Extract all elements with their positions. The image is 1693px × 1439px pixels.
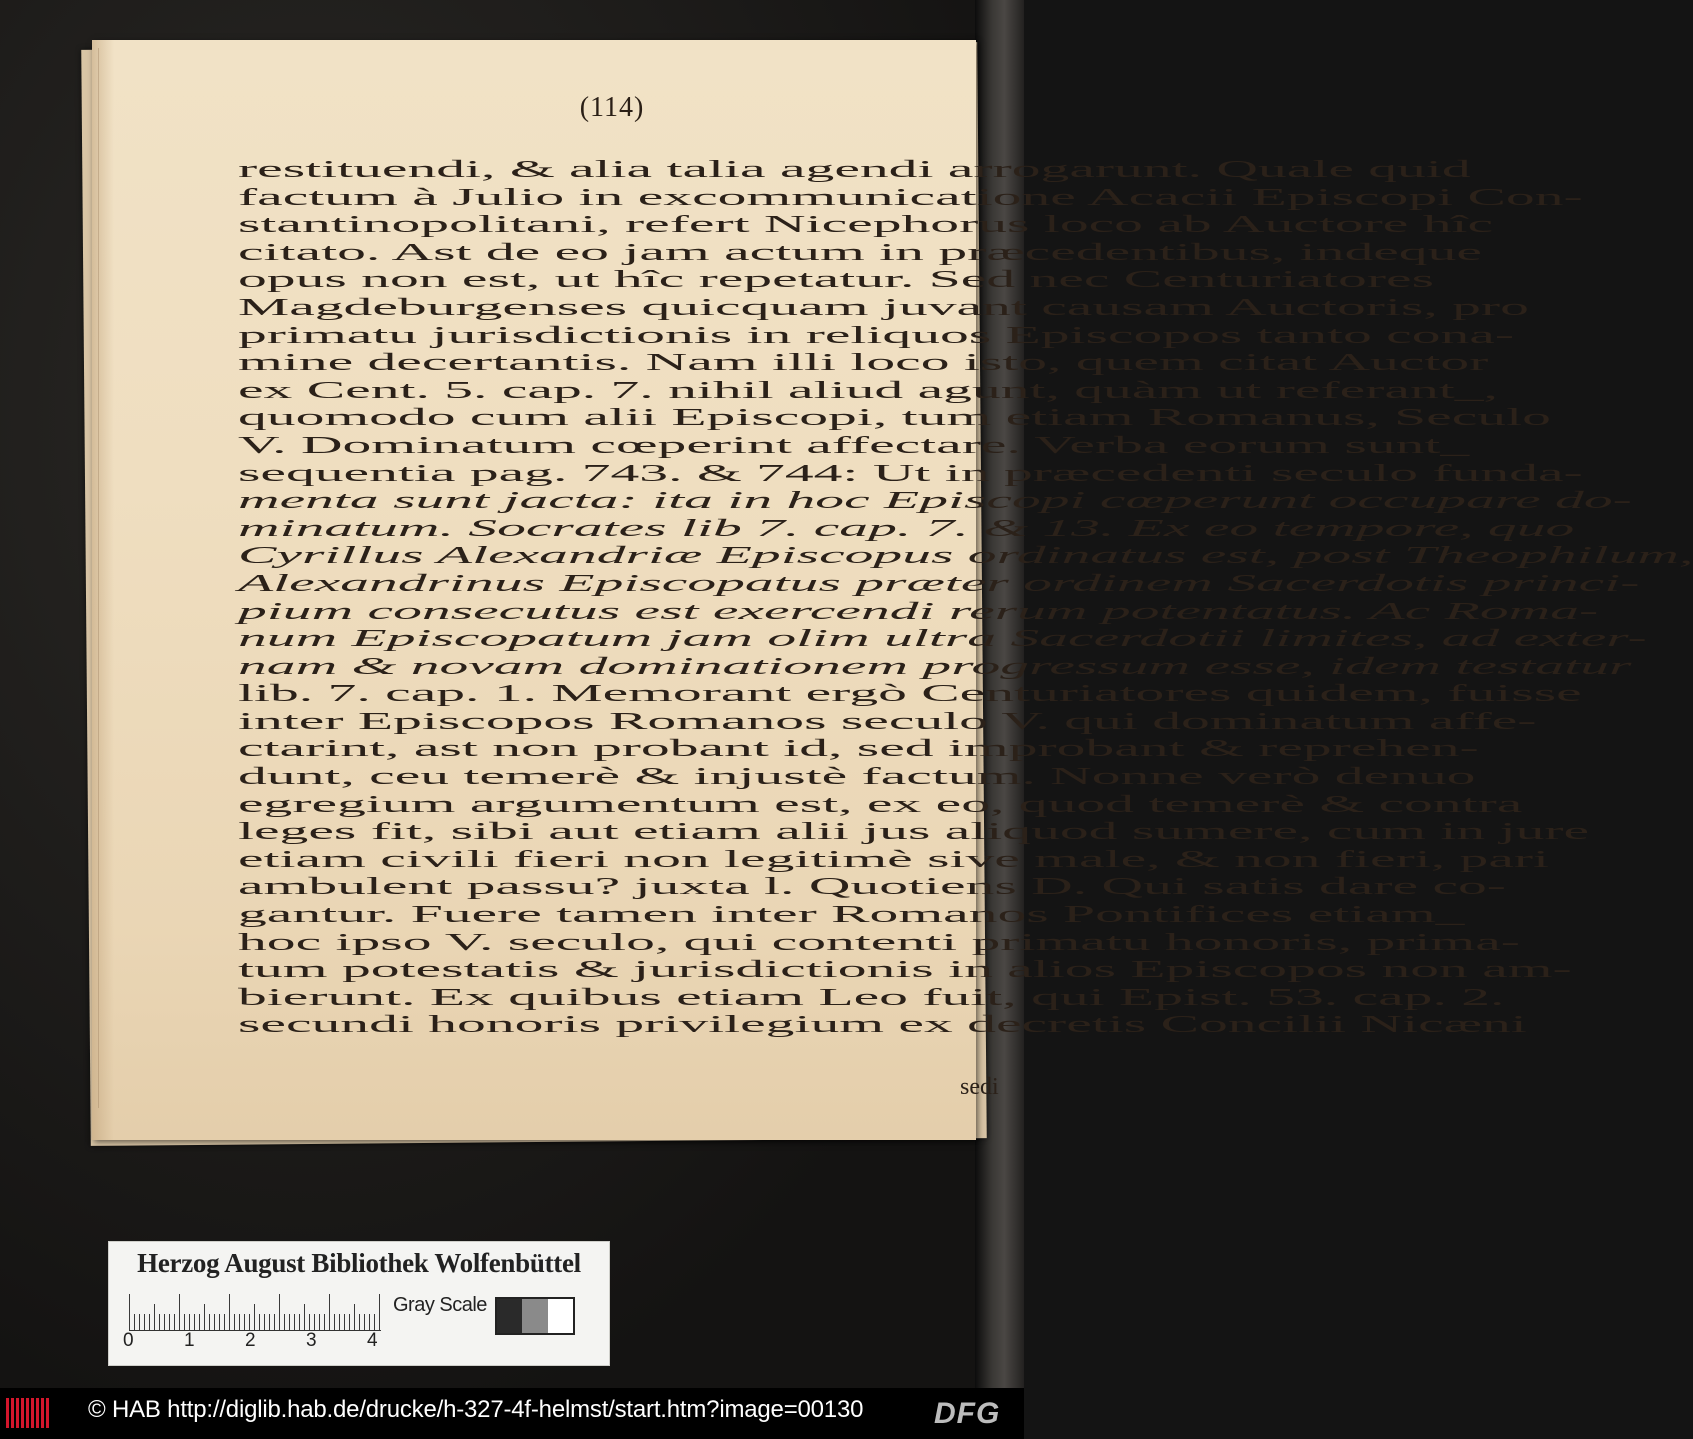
text-line: factum à Julio in excommunicatione Acacii Episcopi Con- — [238, 183, 1583, 211]
ruler-tick — [344, 1314, 345, 1330]
ruler-tick — [144, 1314, 145, 1330]
ruler-tick — [239, 1314, 240, 1330]
text-line: opus non est, ut hîc repetatur. Sed nec Centuriatores — [238, 266, 1435, 294]
ruler-tick — [359, 1314, 360, 1330]
ruler-number: 4 — [367, 1330, 378, 1351]
ruler-tick — [229, 1294, 230, 1330]
logo-bar — [6, 1398, 9, 1428]
ruler-number: 0 — [123, 1330, 134, 1351]
text-line: lib. 7. cap. 1. Memorant ergò Centuriatores quidem, fuisse — [238, 680, 1582, 708]
gray-swatch — [497, 1299, 522, 1333]
text-line: secundi honoris privilegium ex decretis Concilii Nicæni — [238, 1011, 1527, 1039]
ruler-tick — [369, 1314, 370, 1330]
text-line: etiam civili fieri non legitimè sive male, & non fieri, pari — [238, 845, 1550, 873]
text-line: menta sunt jacta: ita in hoc Episcopi cœperunt occupare do- — [238, 487, 1632, 515]
copyright-url[interactable]: © HAB http://diglib.hab.de/drucke/h-327-4f-helmst/start.htm?image=00130 — [88, 1396, 864, 1423]
scale-ruler — [129, 1294, 381, 1334]
text-line: inter Episcopos Romanos seculo V. qui dominatum affe- — [238, 707, 1537, 735]
library-label-card — [108, 1241, 610, 1366]
text-line: V. Dominatum cœperint affectare. Verba eorum sunt_ — [238, 431, 1470, 459]
text-line: leges fit, sibi aut etiam alii jus aliquod sumere, cum in jure — [238, 818, 1590, 846]
page-number: (114) — [579, 92, 645, 123]
text-line: restituendi, & alia talia agendi arrogarunt. Quale quid — [238, 156, 1471, 183]
ruler-tick — [294, 1314, 295, 1330]
ruler-tick — [139, 1314, 140, 1330]
ruler-tick — [339, 1314, 340, 1330]
text-line: pium consecutus est exercendi rerum potentatus. Ac Roma- — [238, 597, 1599, 625]
text-line: ambulent passu? juxta l. Quotiens D. Qui satis dare co- — [238, 873, 1506, 901]
text-line: citato. Ast de eo jam actum in præcedentibus, indeque — [238, 238, 1482, 266]
hab-logo-icon — [6, 1398, 50, 1428]
text-line: quomodo cum alii Episcopi, tum etiam Romanus, Seculo — [238, 404, 1551, 432]
ruler-tick — [334, 1314, 335, 1330]
library-name: Herzog August Bibliothek Wolfenbüttel — [137, 1248, 581, 1278]
dfg-logo: DFG — [934, 1397, 1001, 1430]
ruler-tick — [324, 1314, 325, 1330]
ruler-tick — [234, 1314, 235, 1330]
logo-bar — [26, 1398, 29, 1428]
ruler-tick — [189, 1314, 190, 1330]
ruler-tick — [254, 1304, 255, 1330]
ruler-tick — [149, 1314, 150, 1330]
ruler-tick — [374, 1314, 375, 1330]
text-line: nam & novam dominationem progressum esse, idem testatur — [238, 652, 1632, 680]
ruler-tick — [224, 1314, 225, 1330]
logo-bar — [11, 1398, 14, 1428]
ruler-tick — [214, 1314, 215, 1330]
ruler-tick — [269, 1314, 270, 1330]
text-line: gantur. Fuere tamen inter Romanos Pontifices etiam_ — [238, 901, 1465, 929]
text-line: tum potestatis & jurisdictionis in alios Episcopos non am- — [238, 956, 1572, 984]
gray-scale-swatches — [495, 1297, 575, 1335]
gray-swatch — [548, 1299, 573, 1333]
ruler-tick — [304, 1304, 305, 1330]
ruler-tick — [309, 1314, 310, 1330]
ruler-tick — [179, 1294, 180, 1330]
text-line: mine decertantis. Nam illi loco isto, quem citat Auctor — [238, 349, 1489, 377]
ruler-tick — [174, 1314, 175, 1330]
text-line: stantinopolitani, refert Nicephorus loco ab Auctore hîc — [238, 211, 1494, 239]
ruler-tick — [209, 1314, 210, 1330]
text-line: dunt, ceu temerè & injustè factum. Nonne verò denuo — [238, 763, 1476, 791]
ruler-tick — [194, 1314, 195, 1330]
text-line: minatum. Socrates lib 7. cap. 7. & 13. Ex eo tempore, quo — [238, 514, 1575, 542]
ruler-tick — [379, 1294, 380, 1330]
text-line: ctarint, ast non probant id, sed improbant & reprehen- — [238, 735, 1479, 763]
logo-bar — [46, 1398, 49, 1428]
text-line: ex Cent. 5. cap. 7. nihil aliud agunt, quàm ut referant_, — [238, 376, 1498, 404]
logo-bar — [21, 1398, 24, 1428]
ruler-tick — [169, 1314, 170, 1330]
ruler-tick — [314, 1314, 315, 1330]
text-line: Alexandrinus Episcopatus præter ordinem Sacerdotis princi- — [238, 569, 1640, 597]
logo-bar — [36, 1398, 39, 1428]
scanned-page — [92, 40, 1693, 1140]
logo-bar — [41, 1398, 44, 1428]
ruler-tick — [164, 1314, 165, 1330]
ruler-number: 1 — [184, 1330, 195, 1351]
ruler-number: 2 — [245, 1330, 256, 1351]
text-line: num Episcopatum jam olim ultra Sacerdotii limites, ad exter- — [238, 625, 1647, 653]
ruler-tick — [279, 1294, 280, 1330]
ruler-tick — [319, 1314, 320, 1330]
ruler-tick — [134, 1314, 135, 1330]
ruler-tick — [154, 1304, 155, 1330]
ruler-tick — [299, 1314, 300, 1330]
ruler-tick — [264, 1314, 265, 1330]
text-line: sequentia pag. 743. & 744: Ut in præcedenti seculo funda- — [238, 459, 1583, 487]
text-line: primatu jurisdictionis in reliquos Episcopos tanto cona- — [238, 321, 1515, 349]
text-line: hoc ipso V. seculo, qui contenti primatu honoris, prima- — [238, 928, 1520, 956]
text-line: egregium argumentum est, ex eo, quod temerè & contra — [238, 790, 1523, 818]
ruler-tick — [219, 1314, 220, 1330]
ruler-tick — [329, 1294, 330, 1330]
ruler-tick — [129, 1294, 130, 1330]
text-line: Cyrillus Alexandriæ Episcopus ordinatus est, post Theophilum, — [238, 542, 1693, 570]
ruler-tick — [159, 1314, 160, 1330]
logo-bar — [31, 1398, 34, 1428]
ruler-tick — [284, 1314, 285, 1330]
ruler-tick — [289, 1314, 290, 1330]
ruler-tick — [349, 1314, 350, 1330]
ruler-number: 3 — [306, 1330, 317, 1351]
gray-scale-label: Gray Scale — [393, 1294, 487, 1316]
ruler-tick — [259, 1314, 260, 1330]
body-text — [238, 156, 1693, 1039]
footer-bar — [0, 1388, 1024, 1439]
gray-swatch — [522, 1299, 547, 1333]
ruler-tick — [354, 1304, 355, 1330]
ruler-tick — [364, 1314, 365, 1330]
text-line: Magdeburgenses quicquam juvant causam Auctoris, pro — [238, 293, 1529, 321]
ruler-tick — [249, 1314, 250, 1330]
ruler-tick — [204, 1304, 205, 1330]
logo-bar — [16, 1398, 19, 1428]
ruler-tick — [199, 1314, 200, 1330]
ruler-tick — [274, 1314, 275, 1330]
ruler-tick — [184, 1314, 185, 1330]
text-line: bierunt. Ex quibus etiam Leo fuit, qui Epist. 53. cap. 2. — [238, 983, 1505, 1011]
ruler-tick — [244, 1314, 245, 1330]
catchword: sedi — [960, 1074, 999, 1100]
